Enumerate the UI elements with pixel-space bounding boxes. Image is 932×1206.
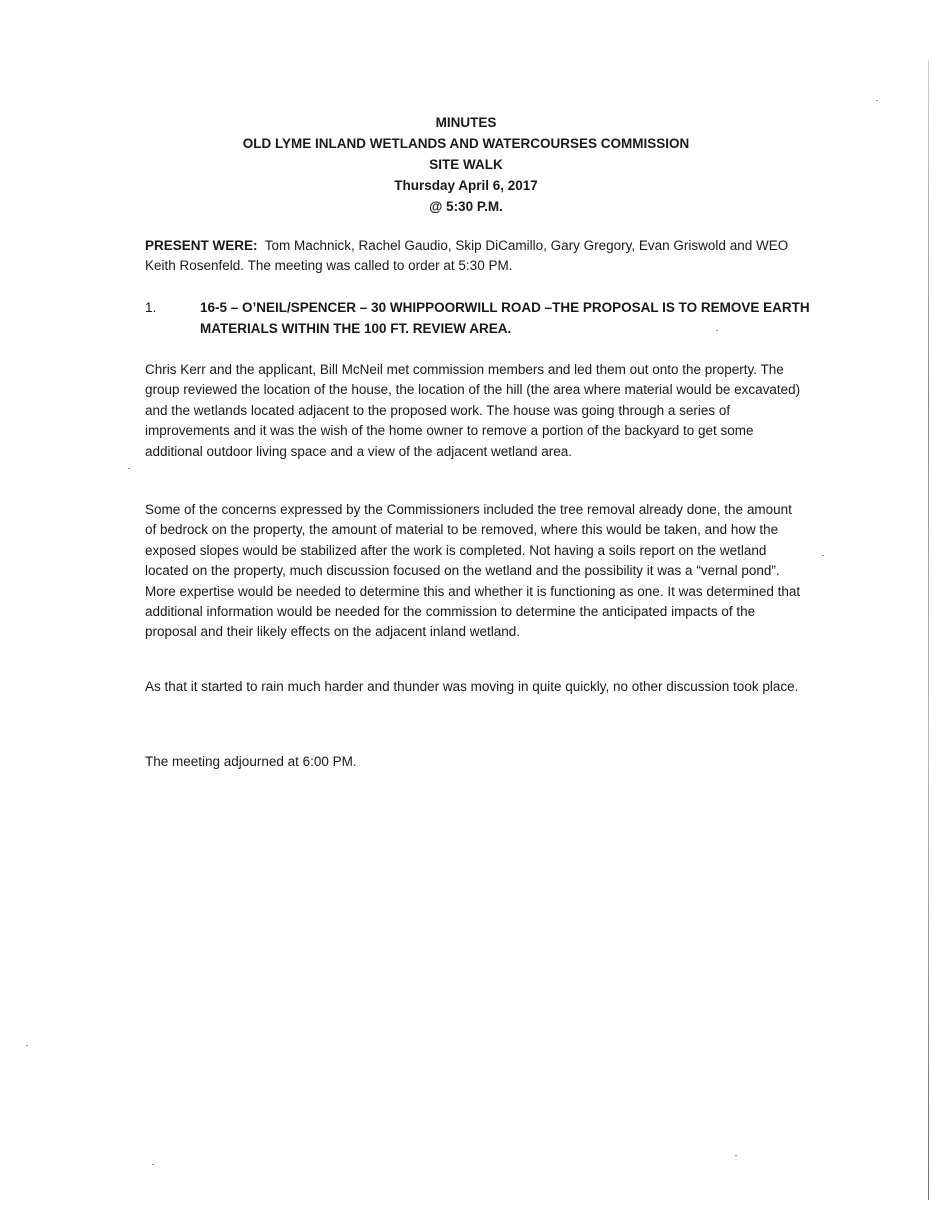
attendance-paragraph: [145, 236, 805, 277]
heading-time: @ 5:30 P.M.: [429, 199, 503, 214]
attendance-label: PRESENT WERE:: [145, 238, 258, 253]
heading-event: SITE WALK: [429, 157, 503, 172]
scan-speck: [716, 330, 718, 331]
heading-commission: OLD LYME INLAND WETLANDS AND WATERCOURSES COMMISSION: [242, 136, 690, 151]
scan-speck: [152, 1164, 154, 1165]
scan-edge-line: [928, 60, 929, 1200]
heading-title: MINUTES: [435, 115, 497, 130]
agenda-item-number: 1.: [145, 300, 157, 315]
scan-speck: [876, 100, 878, 101]
scan-speck: [822, 555, 824, 556]
attendance-text: Tom Machnick, Rachel Gaudio, Skip DiCamillo, Gary Gregory, Evan Griswold and WEO Keith Rosenfeld. The meeting was called to order at 5:30 PM.: [145, 238, 789, 274]
minutes-paragraph-weather: As that it started to rain much harder and thunder was moving in quite quickly, no other discussion took place.: [145, 679, 799, 694]
minutes-paragraph-site-review: Chris Kerr and the applicant, Bill McNeil met commission members and led them out onto the property. The group reviewed the location of the house, the location of the hill (the area where material would be excavated) and the wetlands located adjacent to the proposed work. The house was going through a series of improvements and it was the wish of the home owner to remove a portion of the backyard to get some additional outdoor living space and a view of the adjacent wetland area.: [145, 362, 801, 459]
minutes-paragraph-concerns: Some of the concerns expressed by the Commissioners included the tree removal already done, the amount of bedrock on the property, the amount of material to be removed, where this would be taken, and how the exposed slopes would be stabilized after the work is completed. Not having a soils report on the wetland located on the property, much discussion focused on the wetland and the possibility it was a “vernal pond”. More expertise would be needed to determine this and whether it is functioning as one. It was determined that additional information would be needed for the commission to determine the anticipated impacts of the proposal and their likely effects on the adjacent inland wetland.: [145, 502, 801, 640]
scan-speck: [735, 1155, 737, 1156]
scan-speck: [128, 468, 130, 469]
minutes-paragraph-adjournment: The meeting adjourned at 6:00 PM.: [145, 754, 357, 769]
document-heading: [0, 112, 932, 217]
agenda-item-title: 16-5 – O’NEIL/SPENCER – 30 WHIPPOORWILL ROAD –THE PROPOSAL IS TO REMOVE EARTH MATERIALS WITHIN THE 100 FT. REVIEW AREA.: [200, 300, 810, 336]
heading-date: Thursday April 6, 2017: [394, 178, 538, 193]
scan-speck: [26, 1045, 28, 1046]
